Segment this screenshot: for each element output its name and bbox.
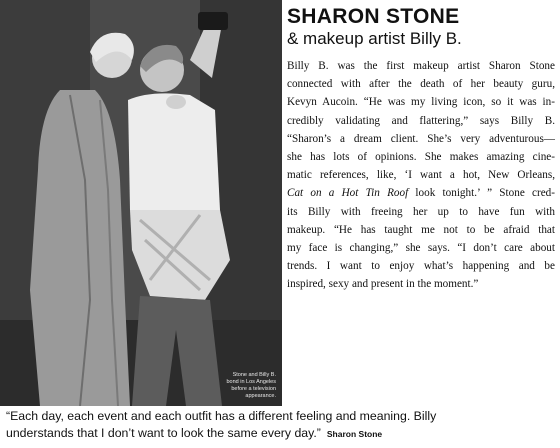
body-line: connected with after the death of her beauty guru, [287,78,555,91]
quote-attribution: Sharon Stone [326,428,383,439]
body-line: Kevyn Aucoin. “He was my living icon, so it was in- [287,96,555,109]
article-title: SHARON STONE [287,5,460,28]
caption-line: Stone and Billy B. [232,372,276,378]
body-line: makeup. “He has taught me not to be afraid that [287,223,555,236]
body-line: Billy B. was the first makeup artist Sharon Stone [287,60,555,72]
body-line: credibly validating and flattering,” says Billy B. [287,114,555,127]
body-line: its Billy with freeing her up to have fun with [287,205,555,218]
body-line: she has lots of opinions. She makes amazing cine- [287,151,555,164]
quote-line: “Each day, each event and each outfit has a different feeling and meaning. Billy [6,409,437,423]
film-title: Cat on a Hot Tin Roof [287,187,409,200]
photo [0,0,282,406]
photo-caption [196,372,276,400]
caption-line: bond in Los Angeles [226,379,276,385]
photo-illustration [0,0,282,406]
article-subtitle: & makeup artist Billy B. [287,29,462,48]
body-line: my face is changing,” she says. “I don’t care about [287,242,555,255]
quote-line [6,425,556,443]
caption-line: before a television [231,386,276,392]
pull-quote [6,408,556,442]
article-body [287,57,555,294]
body-line: matic references, like, ‘I want a hot, New Orleans, [287,169,555,182]
caption-line: appearance. [245,393,276,399]
body-line: Cat on a Hot Tin Roof look tonight.’ ” Stone cred- [287,187,555,200]
body-line: “Sharon’s a dream client. She’s very adventurous— [287,132,555,145]
body-line: inspired, sexy and present in the moment.” [287,278,479,291]
body-line: trends. I want to enjoy what’s happening and be [287,260,555,273]
quote-line-text: understands that I don’t want to look the same every day.” [6,425,321,440]
